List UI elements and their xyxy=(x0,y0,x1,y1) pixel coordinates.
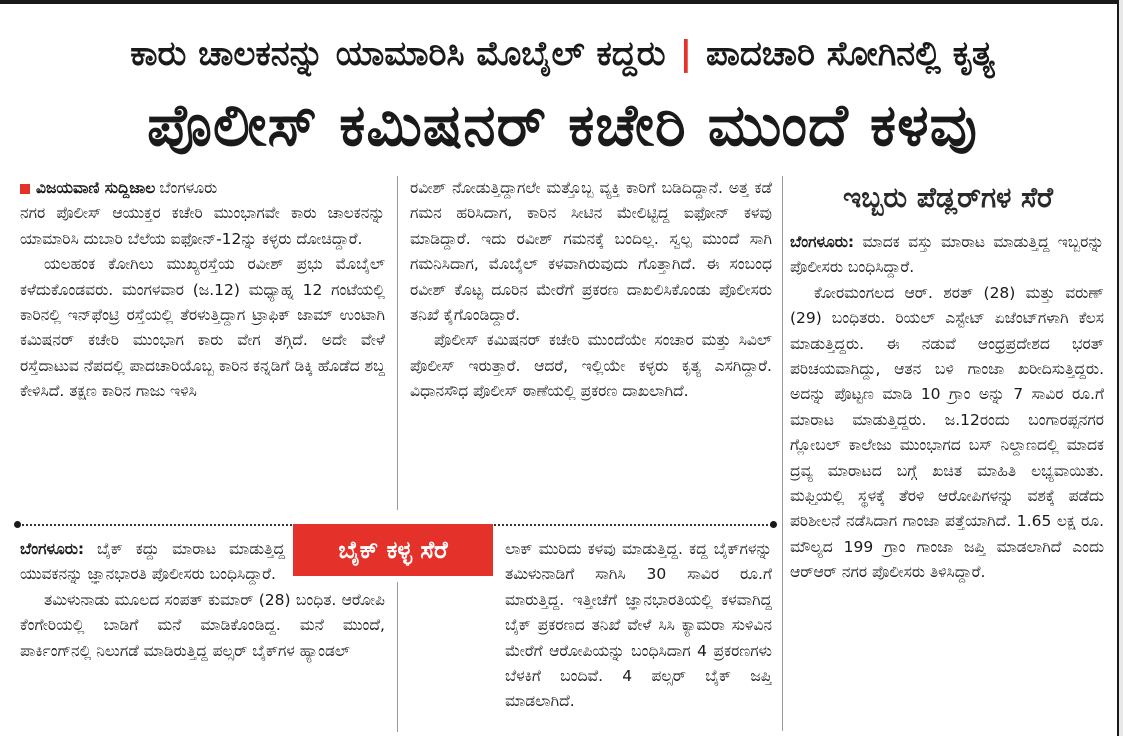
byline-marker xyxy=(20,184,30,194)
kicker-right: ಪಾದಚಾರಿ ಸೋಗಿನಲ್ಲಿ ಕೃತ್ಯ xyxy=(706,34,995,74)
right-border xyxy=(1117,0,1123,736)
kicker-left: ಕಾರು ಚಾಲಕನನ್ನು ಯಾಮಾರಿಸಿ ಮೊಬೈಲ್ ಕದ್ದರು xyxy=(130,34,666,74)
peddler-story-column xyxy=(790,230,1104,733)
paragraph: ಯಲಹಂಕ ಕೋಗಿಲು ಮುಖ್ಯರಸ್ತೆಯ ರವೀಶ್ ಪ್ರಭು ಮೊಬೈಲ್ ಕಳೆದುಕೊಂಡವರು. ಮಂಗಳವಾರ (ಜ.12) ಮಧ್ಯಾಹ್ನ 12 ಗಂಟೆಯಲ್ಲಿ ಕಾರಿನಲ್ಲಿ ಇನ್‌ಫೆಂಟ್ರಿ ರಸ್ತೆಯಲ್ಲಿ ತೆರಳುತ್ತಿದ್ದಾಗ ಟ್ರಾಫಿಕ್ ಜಾಮ್ ಉಂಟಾಗಿ ಕಮಿಷನರ್ ಕಚೇರಿ ಮುಂಭಾಗ ಕಾರು ವೇಗ ತಗ್ಗಿದೆ. ಅದೇ ವೇಳೆ ರಸ್ತೆದಾಟುವ ನೆಪದಲ್ಲಿ ಪಾದಚಾರಿಯೊಬ್ಬ ಕಾರಿನ ಕನ್ನಡಿಗೆ ಡಿಕ್ಕಿ ಹೊಡೆದ ಶಬ್ದ ಕೇಳಿಸಿದೆ. ತಕ್ಷಣ ಕಾರಿನ ಗಾಜು ಇಳಿಸಿ xyxy=(20,255,385,401)
kicker-separator: | xyxy=(679,34,693,74)
paragraph: ಪೊಲೀಸ್ ಕಮಿಷನರ್ ಕಚೇರಿ ಮುಂದೆಯೇ ಸಂಚಾರ ಮತ್ತು ಸಿವಿಲ್ ಪೊಲೀಸ್ ಇರುತ್ತಾರೆ. ಆದರೆ, ಇಲ್ಲಿಯೇ ಕಳ್ಳರು ಕೃತ್ಯ ಎಸಗಿದ್ದಾರೆ. ವಿಧಾನಸೌಧ ಪೊಲೀಸ್ ಠಾಣೆಯಲ್ಲಿ ಪ್ರಕರಣ ದಾಖಲಾಗಿದೆ. xyxy=(410,331,772,401)
paragraph: ರವೀಶ್ ನೋಡುತ್ತಿದ್ದಾಗಲೇ ಮತ್ತೊಬ್ಬ ವ್ಯಕ್ತಿ ಕಾರಿಗೆ ಬಡಿದಿದ್ದಾನೆ. ಅತ್ತ ಕಡೆ ಗಮನ ಹರಿಸಿದಾಗ, ಕಾರಿನ ಸೀಟಿನ ಮೇಲಿಟ್ಟಿದ್ದ ಐಫೋನ್ ಕಳವು ಮಾಡಿದ್ದಾರೆ. ಇದು ರವೀಶ್ ಗಮನಕ್ಕೆ ಬಂದಿಲ್ಲ. ಸ್ವಲ್ಪ ಮುಂದೆ ಸಾಗಿ ಗಮನಿಸಿದಾಗ, ಮೊಬೈಲ್ ಕಳವಾಗಿರುವುದು ಗೊತ್ತಾಗಿದೆ. ಈ ಸಂಬಂಧ ರವೀಶ್ ಕೊಟ್ಟ ದೂರಿನ ಮೇರೆಗೆ ಪ್ರಕರಣ ದಾಖಲಿಸಿಕೊಂಡು ಪೊಲೀಸರು ತನಿಖೆ ಕೈಗೊಂಡಿದ್ದಾರೆ. xyxy=(410,179,772,325)
paragraph: ತಮಿಳುನಾಡು ಮೂಲದ ಸಂಪತ್ ಕುಮಾರ್ (28) ಬಂಧಿತ. ಆರೋಪಿ ಕೆಂಗೇರಿಯಲ್ಲಿ ಬಾಡಿಗೆ ಮನೆ ಮಾಡಿಕೊಂಡಿದ್ದ. ಮನೆ ಮುಂದೆ, ಪಾರ್ಕಿಂಗ್‌ನಲ್ಲಿ ನಿಲುಗಡೆ ಮಾಡಿರುತ್ತಿದ್ದ ಪಲ್ಸರ್ ಬೈಕ್‌ಗಳ ಹ್ಯಾಂಡಲ್ xyxy=(20,590,385,660)
separator-dot xyxy=(14,521,21,528)
paragraph-text: ಬೈಕ್ ಕದ್ದು ಮಾರಾಟ ಮಾಡುತ್ತಿದ್ದ ಯುವಕನನ್ನು ಜ್ಞಾನಭಾರತಿ ಪೊಲೀಸರು ಬಂಧಿಸಿದ್ದಾರೆ. xyxy=(20,540,285,584)
byline-source: ವಿಜಯವಾಣಿ ಸುದ್ದಿಜಾಲ xyxy=(36,179,156,197)
bike-story-column-1 xyxy=(20,537,385,733)
column-rule xyxy=(397,176,398,510)
byline xyxy=(20,176,385,201)
bike-story-banner: ಬೈಕ್ ಕಳ್ಳ ಸೆರೆ xyxy=(293,524,493,576)
paragraph xyxy=(20,537,385,588)
main-story-column-2 xyxy=(410,176,772,512)
paragraph: ಕೋರಮಂಗಲದ ಆರ್. ಶರತ್ (28) ಮತ್ತು ವರುಣ್ (29) ಬಂಧಿತರು. ರಿಯಲ್ ಎಸ್ಟೇಟ್ ಏಜೆಂಟ್‌ಗಳಾಗಿ ಕೆಲಸ ಮಾಡುತ್ತಿದ್ದರು. ಈ ನಡುವೆ ಆಂಧ್ರಪ್ರದೇಶದ ಭರತ್ ಪರಿಚಯವಾಗಿದ್ದು, ಆತನ ಬಳಿ ಗಾಂಜಾ ಖರೀದಿಸುತ್ತಿದ್ದರು. ಅದನ್ನು ಪೊಟ್ಟಣ ಮಾಡಿ 10 ಗ್ರಾಂ ಅನ್ನು 7 ಸಾವಿರ ರೂ.ಗೆ ಮಾರಾಟ ಮಾಡುತ್ತಿದ್ದರು. ಜ.12ರಂದು ಬಂಗಾರಪ್ಪನಗರ ಗ್ಲೋಬಲ್ ಕಾಲೇಜು ಮುಂಭಾಗದ ಬಸ್ ನಿಲ್ದಾಣದಲ್ಲಿ ಮಾದಕ ದ್ರವ್ಯ ಮಾರಾಟದ ಬಗ್ಗೆ ಖಚಿತ ಮಾಹಿತಿ ಲಭ್ಯವಾಯಿತು. ಮಫ್ತಿಯಲ್ಲಿ ಸ್ಥಳಕ್ಕೆ ತೆರಳಿ ಆರೋಪಿಗಳನ್ನು ವಶಕ್ಕೆ ಪಡೆದು ಪರಿಶೀಲನೆ ನಡೆಸಿದಾಗ ಗಾಂಜಾ ಪತ್ತೆಯಾಗಿದೆ. 1.65 ಲಕ್ಷ ರೂ. ಮೌಲ್ಯದ 199 ಗ್ರಾಂ ಗಾಂಜಾ ಜಪ್ತಿ ಮಾಡಲಾಗಿದೆ ಎಂದು ಆರ್‌ಆರ್ ನಗರ ಪೊಲೀಸರು ತಿಳಿಸಿದ್ದಾರೆ. xyxy=(790,283,1104,582)
byline-city: ಬೆಂಗಳೂರು xyxy=(159,179,218,197)
dateline: ಬೆಂಗಳೂರು: xyxy=(790,233,855,251)
column-rule xyxy=(782,176,783,731)
top-border xyxy=(0,0,1123,4)
separator-dot xyxy=(770,521,777,528)
main-story-column-1 xyxy=(20,176,385,512)
paragraph-text: ಮಾದಕ ವಸ್ತು ಮಾರಾಟ ಮಾಡುತ್ತಿದ್ದ ಇಬ್ಬರನ್ನು ಪೊಲೀಸರು ಬಂಧಿಸಿದ್ದಾರೆ. xyxy=(790,233,1104,277)
dateline: ಬೆಂಗಳೂರು: xyxy=(20,540,85,558)
headline: ಪೊಲೀಸ್ ಕಮಿಷನರ್ ಕಚೇರಿ ಮುಂದೆ ಕಳವು xyxy=(147,90,978,159)
paragraph: ಲಾಕ್ ಮುರಿದು ಕಳವು ಮಾಡುತ್ತಿದ್ದ. ಕದ್ದ ಬೈಕ್‌ಗಳನ್ನು ತಮಿಳುನಾಡಿಗೆ ಸಾಗಿಸಿ 30 ಸಾವಿರ ರೂ.ಗೆ ಮಾರುತ್ತಿದ್ದ. ಇತ್ತೀಚೆಗೆ ಜ್ಞಾನಭಾರತಿಯಲ್ಲಿ ಕಳವಾಗಿದ್ದ ಬೈಕ್ ಪ್ರಕರಣದ ತನಿಖೆ ವೇಳೆ ಸಿಸಿ ಕ್ಯಾಮರಾ ಸುಳಿವಿನ ಮೇರೆಗೆ ಆರೋಪಿಯನ್ನು ಬಂಧಿಸಿದಾಗ 4 ಪ್ರಕರಣಗಳು ಬೆಳಕಿಗೆ ಬಂದಿವೆ. 4 ಪಲ್ಸರ್ ಬೈಕ್ ಜಪ್ತಿ ಮಾಡಲಾಗಿದೆ. xyxy=(505,540,772,711)
column-rule xyxy=(397,582,398,732)
peddler-story-headline: ಇಬ್ಬರು ಪೆಡ್ಲರ್‌ಗಳ ಸೆರೆ xyxy=(843,181,1053,214)
bike-story-column-2 xyxy=(410,537,772,733)
paragraph: ನಗರ ಪೊಲೀಸ್ ಆಯುಕ್ತರ ಕಚೇರಿ ಮುಂಭಾಗವೇ ಕಾರು ಚಾಲಕನನ್ನು ಯಾಮಾರಿಸಿ ದುಬಾರಿ ಬೆಲೆಯ ಐಫೋನ್-12ನ್ನು ಕಳ್ಳರು ದೋಚಿದ್ದಾರೆ. xyxy=(20,204,385,248)
kicker xyxy=(20,24,1105,84)
paragraph xyxy=(790,230,1104,281)
